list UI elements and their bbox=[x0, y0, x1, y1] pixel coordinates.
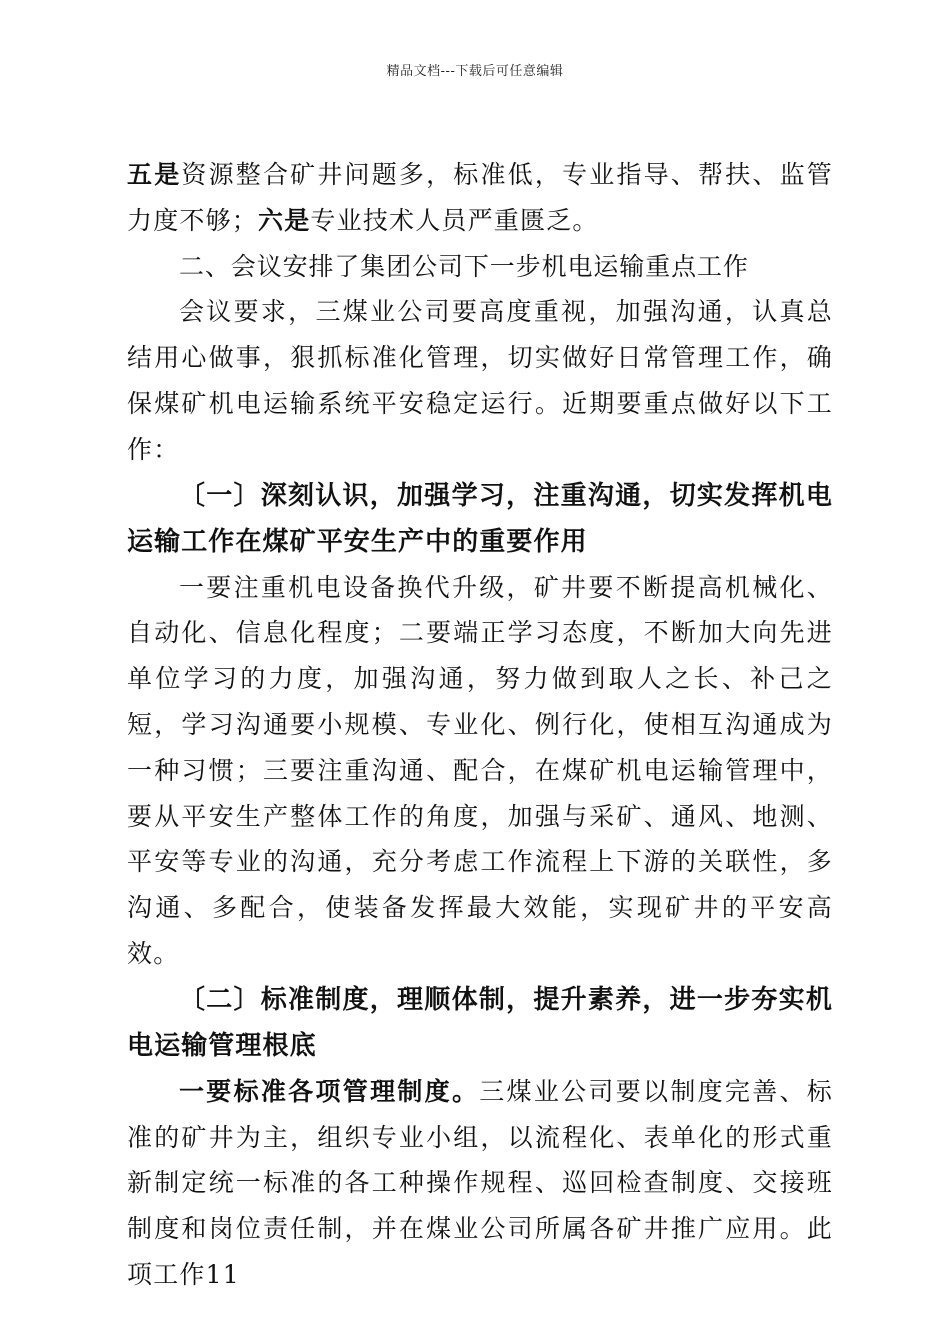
paragraph-text: 资源整合矿井问题多，标准低，专业指导、帮扶、监管力度不够； bbox=[127, 160, 833, 235]
section-heading-two: 二、会议安排了集团公司下一步机电运输重点工作 bbox=[179, 251, 749, 281]
page-header: 精品文档---下载后可任意编辑 bbox=[386, 64, 564, 79]
paragraph-requirements: 会议要求，三煤业公司要高度重视，加强沟通，认真总结用心做事，狠抓标准化管理，切实做好日常管理工作，确保煤矿机电运输系统平安稳定运行。近期要重点做好以下工作： bbox=[127, 297, 833, 464]
paragraph-text: 专业技术人员严重匮乏。 bbox=[310, 205, 599, 235]
paragraph-text: 三煤业公司要以制度完善、标准的矿井为主，组织专业小组，以流程化、表单化的形式重新制定统一标准的各工种操作规程、巡回检查制度、交接班制度和岗位责任制，并在煤业公司所属各矿井推广应用。此项工作11 bbox=[127, 1076, 833, 1289]
paragraph-communication: 一要注重机电设备换代升级，矿井要不断提高机械化、自动化、信息化程度；二要端正学习态度，不断加大向先进单位学习的力度，加强沟通，努力做到取人之长、补己之短，学习沟通要小规模、专业化、例行化，使相互沟通成为一种习惯；三要注重沟通、配合，在煤矿机电运输管理中，要从平安生产整体工作的角度，加强与采矿、通风、地测、平安等专业的沟通，充分考虑工作流程上下游的关联性，多沟通、多配合，使装备发挥最大效能，实现矿井的平安高效。 bbox=[127, 572, 833, 968]
paragraph-standards bbox=[127, 1069, 833, 1298]
bold-lead-six: 六是 bbox=[258, 205, 311, 235]
subheading-one: 〔一〕深刻认识，加强学习，注重沟通，切实发挥机电运输工作在煤矿平安生产中的重要作用 bbox=[127, 480, 833, 557]
bold-lead-five: 五是 bbox=[127, 160, 182, 189]
paragraph-issues bbox=[127, 152, 833, 244]
subheading-two: 〔二〕标准制度，理顺体制，提升素养，进一步夯实机电运输管理根底 bbox=[127, 984, 833, 1061]
document-body bbox=[127, 152, 833, 1298]
bold-lead-standards: 一要标准各项管理制度。 bbox=[179, 1076, 480, 1106]
